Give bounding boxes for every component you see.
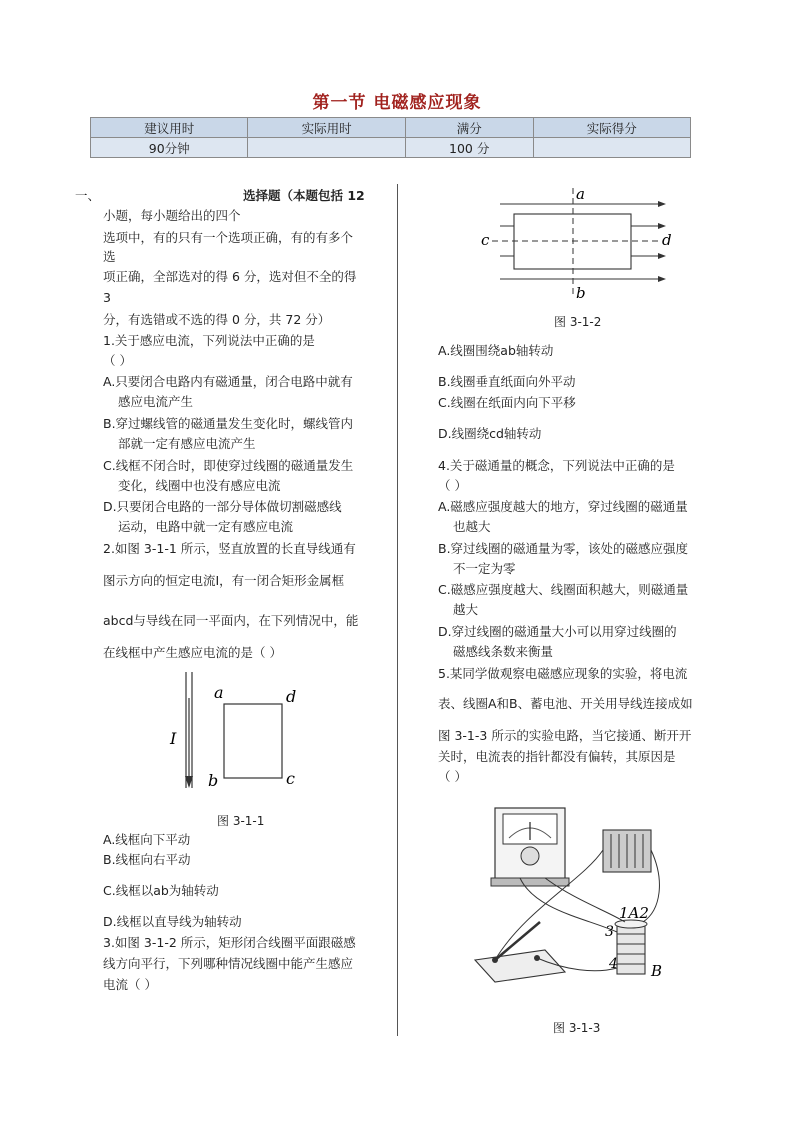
q2-stem: 在线框中产生感应电流的是（ ） [103, 645, 282, 660]
label-1A2: 1A2 [619, 904, 649, 922]
q2-option-a: A.线框向下平动 [103, 832, 191, 847]
time-table [90, 117, 691, 158]
ammeter-knob [521, 847, 539, 865]
q1-option-d-cont: 运动，电路中就一定有感应电流 [118, 519, 294, 534]
q5-stem: 关时，电流表的指针都没有偏转，其原因是 [438, 749, 676, 764]
section-number: 一、 [75, 188, 101, 203]
q4-option-a-cont: 也越大 [453, 519, 491, 534]
q4-answer-blank: （ ） [438, 478, 467, 493]
q1-option-b-cont: 部就一定有感应电流产生 [118, 436, 256, 451]
q4-option-c: C.磁感应强度越大、线圈面积越大，则磁通量 [438, 582, 689, 597]
figure-caption: 图 3-1-3 [553, 1021, 601, 1035]
wire-frame [224, 704, 282, 778]
coil-icon [617, 924, 645, 974]
value-actual-score [533, 138, 690, 158]
column-divider [397, 184, 398, 1036]
value-full-score: 100 分 [405, 138, 533, 158]
q1-option-c: C.线框不闭合时，即使穿过线圈的磁通量发生 [103, 458, 354, 473]
label-a: a [214, 683, 224, 702]
q2-option-d: D.线框以直导线为轴转动 [103, 914, 242, 929]
figure-caption: 图 3-1-2 [554, 315, 602, 329]
q2-stem: 2.如图 3-1-1 所示，竖直放置的长直导线通有 [103, 541, 356, 556]
section-line: 小题，每小题给出的四个 [103, 208, 241, 223]
arrow-head-icon [658, 201, 666, 207]
q3-option-a: A.线圈围绕ab轴转动 [438, 343, 554, 358]
q4-option-c-cont: 越大 [453, 602, 479, 617]
q1-stem: 1.关于感应电流，下列说法中正确的是 [103, 333, 315, 348]
section-line: 选 [103, 249, 116, 264]
section-head: 选择题（本题包括 12 [243, 188, 365, 203]
q4-option-d: D.穿过线圈的磁通量大小可以用穿过线圈的 [438, 624, 677, 639]
q3-option-b: B.线圈垂直纸面向外平动 [438, 374, 576, 389]
q4-option-b: B.穿过线圈的磁通量为零，该处的磁感应强度 [438, 541, 689, 556]
label-3: 3 [605, 924, 614, 940]
section-line: 分，有选错或不选的得 0 分，共 72 分） [103, 312, 331, 327]
label-b: b [576, 284, 586, 302]
section-line: 3 [103, 290, 111, 305]
q1-option-b: B.穿过螺线管的磁通量发生变化时，螺线管内 [103, 416, 354, 431]
q3-stem: 线方向平行，下列哪种情况线圈中能产生感应 [103, 956, 354, 971]
section-line: 选项中，有的只有一个选项正确，有的有多个 [103, 230, 354, 245]
q4-stem: 4.关于磁通量的概念，下列说法中正确的是 [438, 458, 675, 473]
label-d: d [286, 687, 297, 706]
label-c: c [286, 769, 295, 788]
q3-option-d: D.线圈绕cd轴转动 [438, 426, 542, 441]
q3-stem: 电流（ ） [103, 977, 157, 992]
label-d: d [662, 231, 672, 249]
q2-option-b: B.线框向右平动 [103, 852, 191, 867]
q4-option-a: A.磁感应强度越大的地方，穿过线圈的磁通量 [438, 499, 688, 514]
section-line: 项正确，全部选对的得 6 分，选对但不全的得 [103, 269, 357, 284]
label-a: a [576, 185, 585, 203]
arrow-head-icon [658, 276, 666, 282]
header-suggested-time: 建议用时 [91, 118, 248, 138]
arrow-head-icon [658, 253, 666, 259]
q5-stem: 5.某同学做观察电磁感应现象的实验，将电流 [438, 666, 688, 681]
figure-3-1-1 [168, 668, 308, 798]
q2-stem: abcd与导线在同一平面内，在下列情况中，能 [103, 613, 359, 628]
figure-3-1-2 [478, 184, 678, 302]
label-c: c [481, 231, 490, 249]
ammeter-base [491, 878, 569, 886]
q5-stem: 图 3-1-3 所示的实验电路，当它接通、断开开 [438, 728, 692, 743]
header-actual-time: 实际用时 [248, 118, 405, 138]
q1-option-c-cont: 变化，线圈中也没有感应电流 [118, 478, 281, 493]
q4-option-d-cont: 磁感线条数来衡量 [453, 644, 554, 659]
q3-stem: 3.如图 3-1-2 所示，矩形闭合线圈平面跟磁感 [103, 935, 356, 950]
value-actual-time [248, 138, 405, 158]
header-actual-score: 实际得分 [533, 118, 690, 138]
label-B: B [651, 962, 663, 980]
figure-caption: 图 3-1-1 [217, 814, 265, 828]
q5-stem: 表、线圈A和B、蓄电池、开关用导线连接成如 [438, 696, 693, 711]
q1-option-a-cont: 感应电流产生 [118, 394, 194, 409]
label-b: b [208, 771, 219, 790]
figure-3-1-3 [465, 800, 685, 990]
value-suggested-time: 90分钟 [91, 138, 248, 158]
q2-option-c: C.线框以ab为轴转动 [103, 883, 219, 898]
q1-option-a: A.只要闭合电路内有磁通量，闭合电路中就有 [103, 374, 353, 389]
label-I: I [170, 729, 177, 748]
q4-option-b-cont: 不一定为零 [453, 561, 516, 576]
q1-option-d: D.只要闭合电路的一部分导体做切割磁感线 [103, 499, 342, 514]
switch-base [475, 950, 565, 982]
header-full-score: 满分 [405, 118, 533, 138]
q2-stem: 图示方向的恒定电流I，有一闭合矩形金属框 [103, 573, 345, 588]
label-4: 4 [609, 956, 618, 972]
q3-option-c: C.线圈在纸面内向下平移 [438, 395, 576, 410]
q5-answer-blank: （ ） [438, 769, 467, 784]
q1-answer-blank: （ ） [103, 353, 132, 368]
page-title: 第一节 电磁感应现象 [312, 93, 482, 113]
arrow-head-icon [658, 223, 666, 229]
